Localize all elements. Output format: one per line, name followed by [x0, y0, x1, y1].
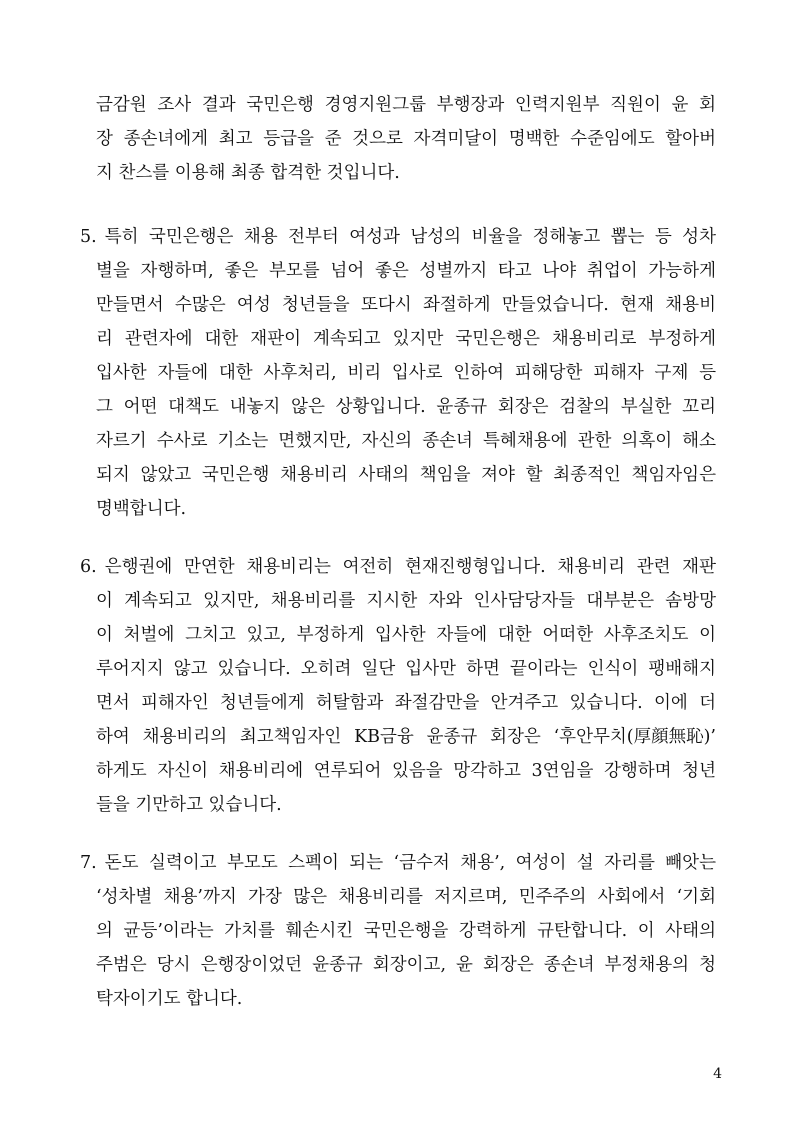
item-number: 7. — [80, 853, 97, 873]
line-text: 지 찬스를 이용해 최종 합격한 것입니다. — [96, 163, 400, 183]
line-text: 이 처벌에 그치고 있고, 부정하게 입사한 자들에 대한 어떠한 사후조치도 이 — [96, 625, 716, 645]
line-text: 주범은 당시 은행장이었던 윤종규 회장이고, 윤 회장은 종손녀 부정채용의 청 — [96, 955, 716, 975]
text-line — [0, 122, 793, 156]
line-text: 리 관련자에 대한 재판이 계속되고 있지만 국민은행은 채용비리로 부정하게 — [96, 329, 716, 349]
text-line — [0, 914, 793, 948]
line-text: 특히 국민은행은 채용 전부터 여성과 남성의 비율을 정해놓고 뽑는 등 성차 — [104, 227, 716, 247]
line-text: 장 종손녀에게 최고 등급을 준 것으로 자격미달이 명백한 수준임에도 할아버 — [96, 129, 716, 149]
line-text: 탁자이기도 합니다. — [96, 989, 243, 1009]
text-line — [0, 458, 793, 492]
text-line — [0, 156, 793, 190]
line-text: 명백합니다. — [96, 499, 187, 519]
text-line — [0, 288, 793, 322]
text-line — [0, 356, 793, 390]
line-text: 면서 피해자인 청년들에게 허탈함과 좌절감만을 안겨주고 있습니다. 이에 더 — [96, 693, 716, 713]
line-text: 의 균등’이라는 가치를 훼손시킨 국민은행을 강력하게 규탄합니다. 이 사태의 — [96, 921, 716, 941]
text-line — [0, 880, 793, 914]
text-line — [0, 652, 793, 686]
line-text: 금감원 조사 결과 국민은행 경영지원그룹 부행장과 인력지원부 직원이 윤 회 — [96, 95, 716, 115]
text-line — [0, 390, 793, 424]
line-text: 그 어떤 대책도 내놓지 않은 상황입니다. 윤종규 회장은 검찰의 부실한 꼬리 — [96, 397, 716, 417]
text-line — [0, 754, 793, 788]
line-text: 자르기 수사로 기소는 면했지만, 자신의 종손녀 특혜채용에 관한 의혹이 해소 — [96, 431, 716, 451]
line-text: 하게도 자신이 채용비리에 연루되어 있음을 망각하고 3연임을 강행하며 청년 — [96, 761, 716, 781]
text-line — [0, 846, 793, 880]
text-line — [0, 618, 793, 652]
line-text: ‘성차별 채용’까지 가장 많은 채용비리를 저지르며, 민주주의 사회에서 ‘기회 — [96, 887, 716, 907]
text-line — [0, 686, 793, 720]
text-line — [0, 220, 793, 254]
text-line — [0, 254, 793, 288]
line-text: 루어지지 않고 있습니다. 오히려 일단 입사만 하면 끝이라는 인식이 팽배해지 — [96, 659, 716, 679]
text-line — [0, 424, 793, 458]
text-line — [0, 322, 793, 356]
item-number: 5. — [80, 227, 97, 247]
text-line — [0, 720, 793, 754]
line-text: 만들면서 수많은 여성 청년들을 또다시 좌절하게 만들었습니다. 현재 채용비 — [96, 295, 716, 315]
line-text: 되지 않았고 국민은행 채용비리 사태의 책임을 져야 할 최종적인 책임자임은 — [96, 465, 716, 485]
text-line — [0, 788, 793, 822]
line-text: 들을 기만하고 있습니다. — [96, 795, 282, 815]
text-line — [0, 492, 793, 526]
line-text: 별을 자행하며, 좋은 부모를 넘어 좋은 성별까지 타고 나야 취업이 가능하게 — [96, 261, 716, 281]
text-line — [0, 584, 793, 618]
text-line — [0, 982, 793, 1016]
item-number: 6. — [80, 557, 97, 577]
line-text: 은행권에 만연한 채용비리는 여전히 현재진행형입니다. 채용비리 관련 재판 — [104, 557, 716, 577]
page-number: 4 — [713, 1066, 722, 1082]
line-text: 하여 채용비리의 최고책임자인 KB금융 윤종규 회장은 ‘후안무치(厚顔無恥)’ — [96, 727, 716, 747]
text-line — [0, 88, 793, 122]
line-text: 이 계속되고 있지만, 채용비리를 지시한 자와 인사담당자들 대부분은 솜방망 — [96, 591, 716, 611]
line-text: 입사한 자들에 대한 사후처리, 비리 입사로 인하여 피해당한 피해자 구제 등 — [96, 363, 716, 383]
line-text: 돈도 실력이고 부모도 스펙이 되는 ‘금수저 채용’, 여성이 설 자리를 빼앗는 — [104, 853, 716, 873]
text-line — [0, 550, 793, 584]
text-line — [0, 948, 793, 982]
